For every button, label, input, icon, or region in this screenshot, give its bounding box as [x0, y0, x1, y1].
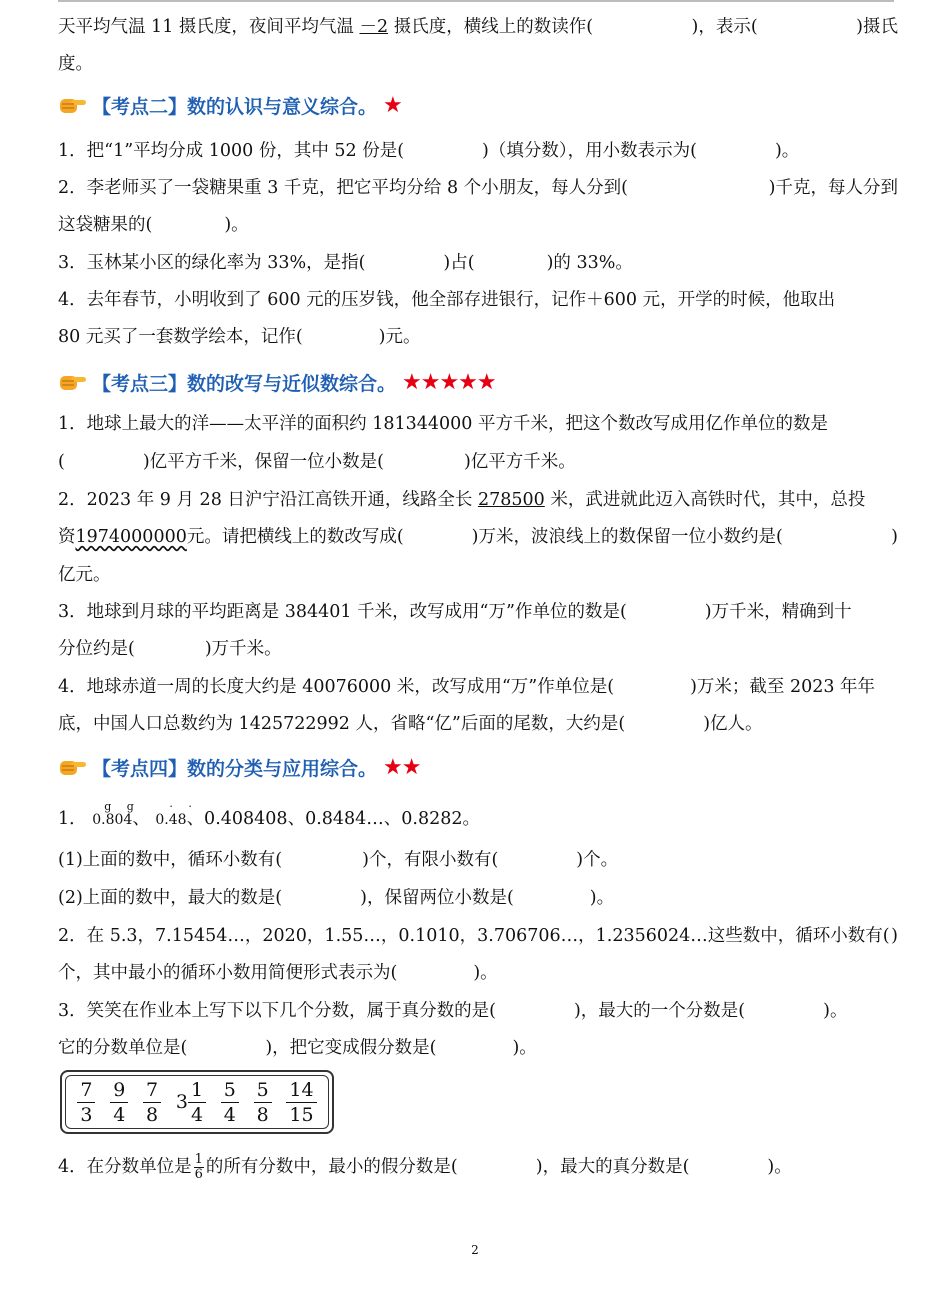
top-rule — [58, 0, 894, 2]
difficulty-stars: ★★★★★ — [402, 369, 496, 395]
s2-q4-line2: 80 元买了一套数学绘本，记作( )元。 — [58, 327, 421, 347]
s2-q1: 1．把“1”平均分成 1000 份，其中 52 份是( )（填分数），用小数表示为( )。 — [58, 141, 800, 161]
s3-q3-line2: 分位约是( )万千米。 — [58, 639, 282, 659]
s4-q3-line2: 它的分数单位是( )，把它变成假分数是( )。 — [58, 1038, 537, 1058]
s3-q1-line2: ( )亿平方千米，保留一位小数是( )亿平方千米。 — [58, 452, 576, 472]
s2-q4-line1: 4．去年春节，小明收到了 600 元的压岁钱，他全部存进银行，记作＋600 元，开学的时候，他取出 — [58, 290, 836, 310]
fraction: $\frac{5}{4}$ — [221, 1078, 239, 1127]
section-heading-2: 【考点二】数的认识与意义综合。 ★ — [58, 89, 402, 121]
fraction: $\frac{5}{8}$ — [254, 1078, 272, 1127]
s3-q2-line3: 亿元。 — [58, 565, 111, 585]
s3-q4-line2: 底，中国人口总数约为 1425722992 人，省略“亿”后面的尾数，大约是( )亿人。 — [58, 714, 763, 734]
s4-q2-line2: 个，其中最小的循环小数用简便形式表示为( )。 — [58, 963, 498, 983]
s3-q3-line1: 3．地球到月球的平均距离是 384401 千米，改写成用“万”作单位的数是( )万千米，精确到十 — [58, 602, 852, 622]
unit-fraction: $\frac{1}{6}$ — [194, 1152, 203, 1182]
repeating-decimal-2: · · 0.48 — [155, 800, 198, 828]
section-heading-4: 【考点四】数的分类与应用综合。 ★★ — [58, 751, 420, 783]
fractions-box — [60, 1070, 334, 1134]
s2-q2-line2: 这袋糖果的( )。 — [58, 215, 249, 235]
fraction: $\frac{7}{8}$ — [143, 1078, 161, 1127]
fraction: $\frac{7}{3}$ — [77, 1078, 95, 1127]
s3-q2-line2: 资1974000000元。请把横线上的数改写成( )万米，波浪线上的数保留一位小数约是( ) — [58, 527, 898, 547]
fraction: $\frac{9}{4}$ — [110, 1078, 128, 1127]
s3-q1-line1: 1．地球上最大的洋——太平洋的面积约 181344000 平方千米，把这个数改写成用亿作单位的数是 — [58, 414, 828, 434]
s3-q4-line1: 4．地球赤道一周的长度大约是 40076000 米，改写成用“万”作单位是( )万米；截至 2023 年年 — [58, 677, 876, 697]
pointing-hand-icon — [58, 756, 88, 778]
intro-line-1: 天平均气温 11 摄氏度，夜间平均气温 －2 摄氏度，横线上的数读作( )，表示( )摄氏 — [58, 17, 898, 37]
pointing-hand-icon — [58, 371, 88, 393]
s4-q1-sub2: (2)上面的数中，最大的数是( )，保留两位小数是( )。 — [58, 888, 615, 908]
s2-q3: 3．玉林某小区的绿化率为 33%，是指( )占( )的 33%。 — [58, 253, 633, 273]
difficulty-stars: ★★ — [383, 754, 421, 780]
s4-q2-line1: 2．在 5.3，7.15454…，2020，1.55…，0.1010，3.706706…，1.2356024…这些数中，循环小数有( ) — [58, 926, 898, 946]
s3-q2-line1: 2．2023 年 9 月 28 日沪宁沿江高铁开通，线路全长 278500 米，武进就此迈入高铁时代，其中，总投 — [58, 490, 866, 510]
mixed-number: 3 $\frac{1}{4}$ — [176, 1078, 206, 1127]
section-heading-3: 【考点三】数的改写与近似数综合。 ★★★★★ — [58, 366, 496, 398]
pointing-hand-icon — [58, 94, 88, 116]
s4-q3-line1: 3．笑笑在作业本上写下以下几个分数，属于真分数的是( )，最大的一个分数是( )。 — [58, 1001, 848, 1021]
s2-q2-line1: 2．李老师买了一袋糖果重 3 千克，把它平均分给 8 个小朋友，每人分到( )千克，每人分到 — [58, 178, 898, 198]
s4-q1-numbers: 1． g g 0.804、 · · 0.48、0.408408、0.8484…、0.8282。 — [58, 800, 481, 829]
fraction: $\frac{14}{15}$ — [286, 1078, 316, 1127]
page-number: 2 — [471, 1243, 479, 1257]
repeating-decimal-1: g g 0.804 — [92, 800, 140, 828]
intro-line-2: 度。 — [58, 54, 93, 74]
difficulty-stars: ★ — [383, 92, 402, 118]
s4-q1-sub1: (1)上面的数中，循环小数有( )个，有限小数有( )个。 — [58, 850, 619, 870]
s4-q4: 4．在分数单位是 $\frac{1}{6}$ 的所有分数中，最小的假分数是( )，最大的真分数是( )。 — [58, 1152, 792, 1182]
